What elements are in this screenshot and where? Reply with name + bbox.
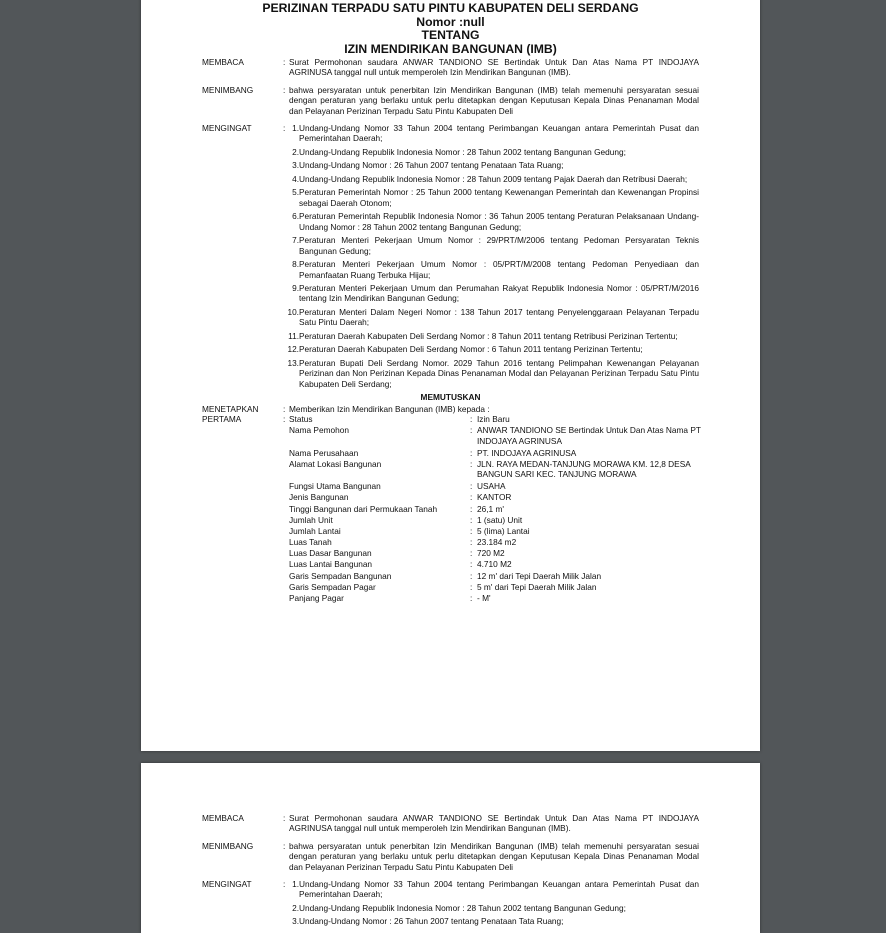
menimbang-section-2 xyxy=(202,841,699,872)
colon: : xyxy=(283,84,286,95)
mengingat-item xyxy=(289,358,699,389)
item-text: Undang-Undang Nomor : 26 Tahun 2007 tentang Penataan Tata Ruang; xyxy=(299,916,564,927)
detail-row xyxy=(202,459,699,481)
header-number: Nomor :null xyxy=(416,14,485,29)
detail-row xyxy=(202,559,699,570)
header-subject: IZIN MENDIRIKAN BANGUNAN (IMB) xyxy=(344,41,557,56)
detail-value: 5 (lima) Lantai xyxy=(477,525,530,536)
detail-value: JLN. RAYA MEDAN-TANJUNG MORAWA KM. 12,8 DESA BANGUN SARI KEC. TANJUNG MORAWA xyxy=(477,458,691,480)
mengingat-label: MENGINGAT xyxy=(202,123,252,134)
item-text: Undang-Undang Nomor 33 Tahun 2004 tentang Perimbangan Keuangan antara Pemerintah Pusat dan Pemerintahan Daerah; xyxy=(299,879,699,900)
page-1-content xyxy=(202,2,699,611)
detail-row xyxy=(202,504,699,515)
mengingat-section xyxy=(202,123,699,389)
mengingat-list xyxy=(289,123,699,389)
menimbang-section xyxy=(202,85,699,116)
colon: : xyxy=(470,447,473,458)
item-number: 6. xyxy=(292,211,299,222)
membaca-label: MEMBACA xyxy=(202,813,244,823)
document-page-2 xyxy=(141,763,760,933)
detail-key: Jenis Bangunan xyxy=(289,492,349,503)
detail-row xyxy=(202,593,699,604)
item-number: 13. xyxy=(287,357,299,368)
detail-row xyxy=(202,448,699,459)
detail-value: PT. INDOJAYA AGRINUSA xyxy=(477,447,577,458)
item-text: Undang-Undang Republik Indonesia Nomor : 28 Tahun 2009 tentang Pajak Daerah dan Retribusi Daerah; xyxy=(299,173,688,184)
mengingat-item xyxy=(289,879,699,900)
detail-value: Izin Baru xyxy=(477,414,510,424)
colon: : xyxy=(283,403,286,414)
item-number: 5. xyxy=(292,187,299,198)
menimbang-text: bahwa persyaratan untuk penerbitan Izin Mendirikan Bangunan (IMB) telah memenuhi persyaratan sesuai dengan peraturan yang berlaku untuk perlu ditetapkan dengan Keputusan Kepala Dinas Penanaman Modal dan Pelayanan Perizinan Terpadu Satu Pintu Kabupaten Deli xyxy=(289,840,699,872)
detail-key: Status xyxy=(289,414,313,424)
mengingat-item xyxy=(289,235,699,256)
colon: : xyxy=(470,492,473,503)
detail-value: 23.184 m2 xyxy=(477,537,517,548)
detail-row xyxy=(202,571,699,582)
mengingat-list xyxy=(289,879,699,927)
pertama-label: PERTAMA xyxy=(202,414,242,424)
mengingat-label: MENGINGAT xyxy=(202,879,252,890)
item-number: 1. xyxy=(292,123,299,134)
menetapkan-label: MENETAPKAN xyxy=(202,403,259,414)
mengingat-item xyxy=(289,283,699,304)
mengingat-item xyxy=(289,307,699,328)
detail-value: USAHA xyxy=(477,481,506,492)
detail-value: 1 (satu) Unit xyxy=(477,514,523,525)
detail-row xyxy=(202,582,699,593)
detail-value: KANTOR xyxy=(477,492,512,503)
item-text: Undang-Undang Republik Indonesia Nomor : 28 Tahun 2002 tentang Bangunan Gedung; xyxy=(299,146,626,157)
detail-value: 720 M2 xyxy=(477,548,505,559)
item-text: Undang-Undang Republik Indonesia Nomor : 28 Tahun 2002 tentang Bangunan Gedung; xyxy=(299,902,626,913)
detail-key: Fungsi Utama Bangunan xyxy=(289,481,381,492)
detail-value: - M' xyxy=(477,593,491,604)
colon: : xyxy=(470,593,473,604)
detail-value: 5 m' dari Tepi Daerah Milik Jalan xyxy=(477,581,597,592)
item-text: Undang-Undang Nomor : 26 Tahun 2007 tentang Penataan Tata Ruang; xyxy=(299,160,564,171)
item-number: 11. xyxy=(288,330,299,341)
mengingat-item xyxy=(289,123,699,144)
detail-row xyxy=(202,526,699,537)
membaca-section-2 xyxy=(202,813,699,834)
mengingat-item xyxy=(289,187,699,208)
item-text: Peraturan Menteri Pekerjaan Umum dan Perumahan Rakyat Republik Indonesia Nomor : 05/PRT/M/2016 tentang Izin Mendirikan Bangunan Gedung; xyxy=(299,283,699,304)
mengingat-item xyxy=(289,147,699,157)
colon: : xyxy=(283,879,286,890)
detail-key: Luas Dasar Bangunan xyxy=(289,548,372,559)
detail-key: Garis Sempadan Pagar xyxy=(289,581,376,592)
membaca-section xyxy=(202,57,699,78)
detail-key: Nama Pemohon xyxy=(289,425,349,436)
memutuskan-heading: MEMUTUSKAN xyxy=(420,392,481,403)
colon: : xyxy=(470,425,473,436)
detail-value: 12 m' dari Tepi Daerah Milik Jalan xyxy=(477,570,602,581)
detail-row xyxy=(202,414,699,425)
item-text: Undang-Undang Nomor 33 Tahun 2004 tentang Perimbangan Keuangan antara Pemerintah Pusat dan Pemerintahan Daerah; xyxy=(299,123,699,144)
detail-row xyxy=(202,515,699,526)
pertama-section xyxy=(202,414,699,604)
item-number: 1. xyxy=(292,879,299,890)
detail-value: 4.710 M2 xyxy=(477,559,512,570)
item-text: Peraturan Menteri Pekerjaan Umum Nomor : 29/PRT/M/2006 tentang Pedoman Persyaratan Teknis Bangunan Gedung; xyxy=(299,235,699,256)
item-number: 2. xyxy=(292,902,299,913)
detail-row xyxy=(202,548,699,559)
item-number: 12. xyxy=(287,344,299,355)
detail-key: Nama Perusahaan xyxy=(289,447,359,458)
page-2-content xyxy=(202,813,699,933)
mengingat-item xyxy=(289,211,699,232)
mengingat-item xyxy=(289,331,699,341)
mengingat-item xyxy=(289,344,699,354)
mengingat-item xyxy=(289,903,699,913)
menimbang-text: bahwa persyaratan untuk penerbitan Izin Mendirikan Bangunan (IMB) telah memenuhi persyaratan sesuai dengan peraturan yang berlaku untuk perlu ditetapkan dengan Keputusan Kepala Dinas Penanaman Modal dan Pelayanan Perizinan Terpadu Satu Pintu Kabupaten Deli xyxy=(289,84,699,116)
item-text: Peraturan Bupati Deli Serdang Nomor. 2029 Tahun 2016 tentang Pelimpahan Kewenangan Pelayanan Perizinan dan Non Perizinan Kepada Dinas Penanaman Modal dan Pelayanan Perizinan Terpadu Satu Pintu Kabupaten Deli Serdang; xyxy=(299,357,699,389)
detail-row xyxy=(202,481,699,492)
item-text: Peraturan Pemerintah Republik Indonesia Nomor : 36 Tahun 2005 tentang Peraturan Pelaksanaan Undang-Undang Nomor : 28 Tahun 2002 tentang Bangunan Gedung; xyxy=(299,211,699,232)
header-title: PERIZINAN TERPADU SATU PINTU KABUPATEN DELI SERDANG xyxy=(262,1,639,15)
colon: : xyxy=(470,514,473,525)
detail-value: ANWAR TANDIONO SE Bertindak Untuk Dan Atas Nama PT INDOJAYA AGRINUSA xyxy=(477,425,701,446)
colon: : xyxy=(470,414,473,424)
detail-key: Jumlah Unit xyxy=(289,514,333,525)
item-text: Peraturan Menteri Dalam Negeri Nomor : 138 Tahun 2017 tentang Penyelenggaraan Pelayanan Terpadu Satu Pintu Daerah; xyxy=(299,306,699,328)
colon: : xyxy=(470,537,473,548)
item-number: 4. xyxy=(292,173,299,184)
colon: : xyxy=(470,559,473,570)
membaca-text: Surat Permohonan saudara ANWAR TANDIONO SE Bertindak Untuk Dan Atas Nama PT INDOJAYA AGRINUSA tanggal null untuk memperoleh Izin Mendirikan Bangunan (IMB). xyxy=(289,57,699,78)
colon: : xyxy=(470,481,473,492)
colon: : xyxy=(470,525,473,536)
detail-key: Garis Sempadan Bangunan xyxy=(289,570,392,581)
menetapkan-section xyxy=(202,404,699,414)
mengingat-item xyxy=(289,916,699,926)
detail-key: Luas Tanah xyxy=(289,537,332,548)
document-page-1 xyxy=(141,0,760,751)
colon: : xyxy=(470,503,473,514)
colon: : xyxy=(283,840,286,851)
menetapkan-text: Memberikan Izin Mendirikan Bangunan (IMB) kepada : xyxy=(289,403,490,414)
item-number: 8. xyxy=(292,259,299,270)
detail-key: Panjang Pagar xyxy=(289,593,344,604)
item-text: Peraturan Menteri Pekerjaan Umum Nomor : 05/PRT/M/2008 tentang Pedoman Penyediaan dan Pemanfaatan Ruang Terbuka Hijau; xyxy=(299,259,699,280)
mengingat-section-2 xyxy=(202,879,699,927)
membaca-text: Surat Permohonan saudara ANWAR TANDIONO SE Bertindak Untuk Dan Atas Nama PT INDOJAYA AGRINUSA tanggal null untuk memperoleh Izin Mendirikan Bangunan (IMB). xyxy=(289,813,699,834)
item-number: 9. xyxy=(292,283,299,294)
colon: : xyxy=(283,813,286,823)
detail-key: Alamat Lokasi Bangunan xyxy=(289,458,382,469)
item-number: 10. xyxy=(287,306,299,317)
colon: : xyxy=(470,548,473,559)
detail-key: Tinggi Bangunan dari Permukaan Tanah xyxy=(289,503,438,514)
colon: : xyxy=(283,414,286,424)
menimbang-label: MENIMBANG xyxy=(202,840,254,851)
item-text: Peraturan Daerah Kabupaten Deli Serdang Nomor : 8 Tahun 2011 tentang Retribusi Perizinan Tertentu; xyxy=(299,330,678,341)
menimbang-label: MENIMBANG xyxy=(202,84,254,95)
item-text: Peraturan Pemerintah Nomor : 25 Tahun 2000 tentang Kewenangan Pemerintah dan Kewenangan Propinsi sebagai Daerah Otonom; xyxy=(299,187,699,208)
colon: : xyxy=(470,458,473,469)
item-number: 7. xyxy=(292,235,299,246)
detail-key: Jumlah Lantai xyxy=(289,525,341,536)
colon: : xyxy=(283,123,286,134)
detail-value: 26,1 m' xyxy=(477,503,504,514)
mengingat-item xyxy=(289,259,699,280)
detail-row xyxy=(202,492,699,503)
detail-key: Luas Lantai Bangunan xyxy=(289,559,373,570)
colon: : xyxy=(283,57,286,67)
item-text: Peraturan Daerah Kabupaten Deli Serdang Nomor : 6 Tahun 2011 tentang Perizinan Tertentu; xyxy=(299,344,643,355)
header-tentang: TENTANG xyxy=(421,28,480,42)
mengingat-item xyxy=(289,174,699,184)
item-number: 3. xyxy=(292,916,299,927)
mengingat-item xyxy=(289,160,699,170)
detail-row xyxy=(202,537,699,548)
colon: : xyxy=(470,581,473,592)
pertama-rows xyxy=(202,414,699,604)
colon: : xyxy=(470,570,473,581)
item-number: 3. xyxy=(292,160,299,171)
membaca-label: MEMBACA xyxy=(202,57,244,67)
detail-row xyxy=(202,425,699,447)
item-number: 2. xyxy=(292,146,299,157)
